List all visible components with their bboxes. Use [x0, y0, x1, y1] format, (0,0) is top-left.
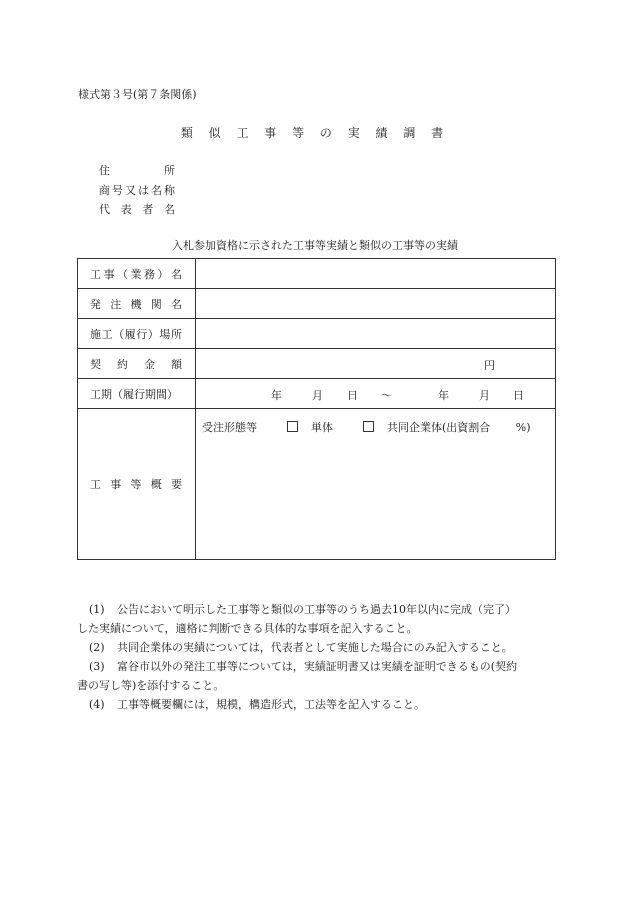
period-field[interactable] [196, 379, 556, 409]
client-label-cell [78, 289, 196, 319]
note-2 [77, 638, 557, 657]
note-2-number: (2) [89, 641, 105, 654]
project-name-field[interactable] [196, 259, 556, 289]
yen-unit: 円 [484, 359, 495, 372]
note-1-text: 公告において明示した工事等と類似の工事等のうち過去10年以内に完成（完了） [117, 603, 516, 616]
period-label-cell [78, 379, 196, 409]
period-start-day: 日 [347, 389, 358, 402]
order-form-label: 受注形態等 [202, 421, 257, 434]
note-1-number: (1) [89, 603, 105, 616]
applicant-representative-row [99, 201, 175, 217]
jv-label: 共同企業体(出資割合 [387, 421, 491, 434]
location-label-cell [78, 319, 196, 349]
period-end-month: 月 [479, 389, 490, 402]
record-table [77, 258, 556, 560]
single-checkbox[interactable] [287, 421, 298, 432]
note-3-cont: 書の写し等)を添付すること。 [77, 679, 225, 692]
note-3-text: 富谷市以外の発注工事等については，実績証明書又は実績を証明できるもの(契約 [117, 660, 518, 673]
note-1-cont: した実績について，適格に判断できる具体的な事項を記入すること。 [77, 622, 418, 635]
applicant-company-row [99, 182, 175, 198]
location-field[interactable] [196, 319, 556, 349]
form-number: 様式第３号(第７条関係) [78, 88, 197, 101]
client-field[interactable] [196, 289, 556, 319]
summary-label-cell [78, 409, 196, 560]
period-tilde: ～ [381, 389, 392, 402]
contract-amount-label: 契約金額 [90, 357, 182, 371]
period-start-month: 月 [312, 389, 323, 402]
note-3 [77, 657, 557, 676]
contract-amount-field[interactable] [196, 349, 556, 379]
table-row-period [78, 379, 556, 409]
applicant-address-row [99, 162, 175, 178]
note-4-text: 工事等概要欄には，規模，構造形式，工法等を記入すること。 [117, 698, 425, 711]
table-row-summary [78, 409, 556, 560]
client-label: 発注機関名 [90, 297, 182, 311]
note-2-text: 共同企業体の実績については，代表者として実施した場合にのみ記入すること。 [117, 641, 513, 654]
notes [77, 600, 557, 714]
note-4-number: (4) [89, 698, 105, 711]
period-start-year: 年 [271, 389, 282, 402]
period-end-year: 年 [438, 389, 449, 402]
table-row-location [78, 319, 556, 349]
summary-field[interactable] [196, 409, 556, 560]
jv-percent: %) [515, 421, 531, 434]
project-name-label: 工事（業務）名 [90, 267, 182, 281]
jv-checkbox[interactable] [363, 421, 374, 432]
period-end-day: 日 [513, 389, 524, 402]
summary-label: 工事等概要 [90, 478, 182, 491]
project-name-label-cell [78, 259, 196, 289]
note-3-number: (3) [89, 660, 105, 673]
representative-label: 代表者名 [99, 203, 175, 216]
document-title: 類 似 工 事 等 の 実 績 調 書 [180, 126, 450, 140]
contract-amount-label-cell [78, 349, 196, 379]
table-row-contract-amount [78, 349, 556, 379]
table-row-client [78, 289, 556, 319]
note-1 [77, 600, 557, 619]
period-label: 工期（履行期間） [90, 387, 178, 401]
location-label: 施工（履行）場所 [90, 327, 182, 341]
address-label: 住所 [99, 164, 175, 177]
table-row-project-name [78, 259, 556, 289]
note-4 [77, 695, 557, 714]
single-label: 単体 [311, 421, 333, 434]
company-label: 商号又は名称 [99, 184, 175, 197]
section-title: 入札参加資格に示された工事等実績と類似の工事等の実績 [172, 239, 458, 252]
